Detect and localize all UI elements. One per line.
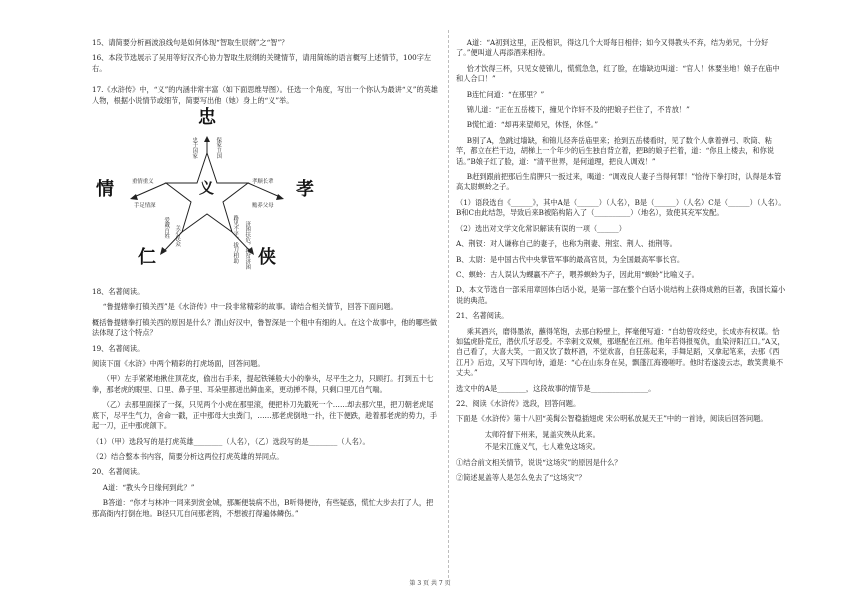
passage-line-1: A道：“A初到这里，正没相识，得这几个大哥每日相伴；如今又得教头不弃，结为弟兄，十分好了。”便叫道人再添酒来相待。 bbox=[456, 38, 769, 58]
label-bottom-left-1: 爱戴百姓 bbox=[163, 217, 170, 239]
label-top-1: 忠于国家 bbox=[191, 137, 198, 159]
passage-line-2: 恰才饮得三杯，只见女使锦儿，慌慌急急，红了脸，在墙缺边叫道：“官人！休要坐地！娘子在庙中和人合口！” bbox=[456, 63, 780, 84]
passage-line-5: B慌忙道：“却再来望师兄，休怪，休怪。” bbox=[466, 120, 599, 130]
label-top-2: 保家卫国 bbox=[215, 137, 222, 159]
option-a: A、荆钗：对人谦称自己的妻子，也称为荆妻、荆室、荆人、拙荆等。 bbox=[456, 239, 677, 249]
label-left-1: 重情重义 bbox=[132, 179, 154, 186]
question-15: 15、请简要分析画波浪线句是如何体现“智取生辰纲”之“智”？ bbox=[92, 38, 289, 47]
left-column bbox=[92, 38, 440, 524]
question-22: 22、阅读《水浒传》选段，回答问题。 bbox=[456, 398, 581, 408]
option-c: C、螟蛉：古人误认为蜾蠃不产子，喂养螟蛉为子，因此用“螟蛉”比喻义子。 bbox=[456, 269, 699, 279]
question-21-sub: 选文中的A是________，这段故事的情节是________________。 bbox=[456, 383, 656, 393]
question-20-line-b: B答道：“你才与林冲一同来到赏金城，那厮便装病不出，B听得便待，有些疑惑，慌忙大步去打了人，把那高衙内打倒在地。B径只兀自问那老鸨，不想被打得遍体鳞伤。” bbox=[92, 498, 434, 518]
diagram-top-zhong: 忠 bbox=[198, 107, 216, 129]
yi-mind-map bbox=[92, 107, 322, 279]
passage-line-7: B赶到跟前把那后生肩胛只一扳过来，喝道：“调戏良人妻子当得何罪！”恰待下拳打时，认得是本管高太尉螟蛉之子。 bbox=[456, 172, 782, 192]
question-19-text: 阅读下面《水浒》中两个精彩的打虎场面，回答问题。 bbox=[92, 359, 265, 369]
poem-line-2: 不是宋江施义气，七人难免这场灾。 bbox=[484, 442, 600, 452]
question-19: 19、名著阅读。 bbox=[92, 343, 145, 353]
question-19-passage-a: （甲）左手紧紧地揪住顶花皮，偷出右手来，提起铁锤般大小的拳头，尽平生之力，只顾打。打到五十七拳，那老虎的眼里、口里、鼻子里、耳朵里都迸出鲜血来，更动掸不得，只剩口里兀自气喘。 bbox=[92, 374, 434, 394]
column-divider bbox=[448, 30, 449, 578]
question-18-text: “鲁提辖拳打镇关西”是《水浒传》中一段非常精彩的故事。请结合相关情节，回答下面问题。 bbox=[102, 302, 398, 312]
question-22-text: 下面是《水浒传》第十八回“美髯公智稳插翅虎 宋公明私放晁天王”中的一首诗，阅读后回答问题。 bbox=[456, 414, 768, 424]
passage-line-3: B连忙问道：“在那里？” bbox=[466, 89, 545, 99]
question-22-sub-1: ①结合前文相关情节，说说“这场灾”的原因是什么？ bbox=[456, 457, 622, 467]
passage-line-4: 锦儿道：“正在五岳楼下，撞见个诈奸不及的把娘子拦住了，不肯放！” bbox=[466, 105, 690, 115]
question-19-passage-b: （乙）去那里面探了一探，只见两个小虎在那里滚，便把朴刀先戳死一个……却去那穴里，把刀朝老虎尾底下，尽平生气力，舍命一戳，正中那母大虫粪门，……那老虎倒地一扑，往下便跌，趁着那老虎的势力，手起一刀，正中那虎颌下。 bbox=[92, 400, 438, 431]
question-21-text: 乘其酒兴，磨得墨浓，蘸得笔饱，去那白粉壁上，挥毫便写道：“自幼曾攻经史，长成亦有权谋。恰如猛虎卧荒丘，潜伏爪牙忍受。不幸刺文双颊，那堪配在江州。他年若得报冤仇，血染浔阳江口。”A又，自己看了，大喜大笑，一面又饮了数杯酒，不觉欢喜，自狂荡起来，手舞足蹈，又拿起笔来，去那《西江月》后边，又写下四句诗，道是：“心在山东身在吴，飘蓬江海谩嗟吁。他时若遂凌云志，敢笑黄巢不丈夫。” bbox=[456, 326, 785, 378]
diagram-bottom-right-xia: 侠 bbox=[258, 247, 276, 269]
diagram-left-qing: 情 bbox=[96, 179, 114, 201]
question-20: 20、名著阅读。 bbox=[92, 467, 145, 477]
option-d: D、本文节选自一部采用章回体白话小说，是第一部在整个白话小说结构上获得成熟的巨著，我国长篇小说的典范。 bbox=[456, 285, 786, 305]
question-20-sub-1: （1）语段选自《______》，其中A是（______）（人名），B是（______）（人名）C是（______）（人名）。B和C由此结怨，导致后来B被陷构陷入了（__________）（地名），致使其充军发配。 bbox=[456, 197, 786, 218]
question-19-sub-2: （2）结合整本书内容，简要分析这两位打虎英雄的异同点。 bbox=[92, 451, 284, 461]
option-b: B、太尉：是中国古代中央掌管军事的最高官员，为全国最高军事长官。 bbox=[456, 254, 685, 264]
right-column bbox=[456, 38, 786, 488]
passage-line-6: B别了A，急跳过墙缺，和锦儿径奔岳庙里来；抢到五岳楼看时，见了数个人拿着弹弓、吹筒、粘竿，都立在栏干边，胡梯上一个年少的后生独自背立着，把B的娘子拦着，道：“你且上楼去，和你说话。”B娘子红了脸，道：“清平世界，是何道理，把良人调戏！” bbox=[456, 135, 775, 166]
question-19-sub-1: （1）（甲）选段写的是打虎英雄________（人名），（乙）选段写的是________（人名）。 bbox=[92, 436, 370, 446]
label-bottom-right-2: 济困扶危，扶贫济困 bbox=[244, 221, 251, 270]
diagram-right-xiao: 孝 bbox=[296, 179, 314, 201]
question-20-sub-2: （2）选出对文学文化常识解读有误的一项（______） bbox=[456, 223, 626, 233]
label-left-2: 手足情深 bbox=[134, 203, 156, 210]
question-22-sub-2: ②简述晁盖等人是怎么免去了“这场灾”？ bbox=[456, 473, 586, 482]
question-18: 18、名著阅读。 bbox=[92, 287, 145, 297]
question-16: 16、本段节选展示了吴用等好汉齐心协力智取生辰纲的关键情节，请用简练的语言概写上述情节，100字左右。 bbox=[92, 53, 432, 73]
label-right-2: 赡养父母 bbox=[252, 203, 274, 210]
poem-line-1: 太师符督下州来，晁盖灾殃从此来。 bbox=[484, 429, 600, 439]
question-21: 21、名著阅读。 bbox=[456, 311, 509, 321]
diagram-bottom-left-ren: 仁 bbox=[138, 247, 156, 269]
label-bottom-right-1: 路见不平，拔刀相助 bbox=[232, 215, 239, 264]
question-18-sub: 概括鲁提辖拳打镇关西的原因是什么？渭山好汉中，鲁智深是一个粗中有细的人。在这个故事中，他的哪些做法体现了这个特点？ bbox=[92, 317, 438, 338]
question-17: 17.《水浒传》中，“义”的内涵非常丰富（如下面思维导图）。任选一个角度，写出一个你认为最讲“义”的英雄人物，根据小说情节或细节，简要写出他（她）身上的“义”举。 bbox=[92, 85, 438, 105]
page-footer: 第 3 页 共 7 页 bbox=[409, 580, 451, 587]
diagram-center-yi: 义 bbox=[199, 179, 215, 198]
label-right-1: 孝顺长辈 bbox=[252, 179, 274, 186]
label-bottom-left-2: 关心民众 bbox=[174, 225, 181, 247]
question-20-line-a: A道：“教头今日缘何到此？” bbox=[102, 482, 195, 492]
